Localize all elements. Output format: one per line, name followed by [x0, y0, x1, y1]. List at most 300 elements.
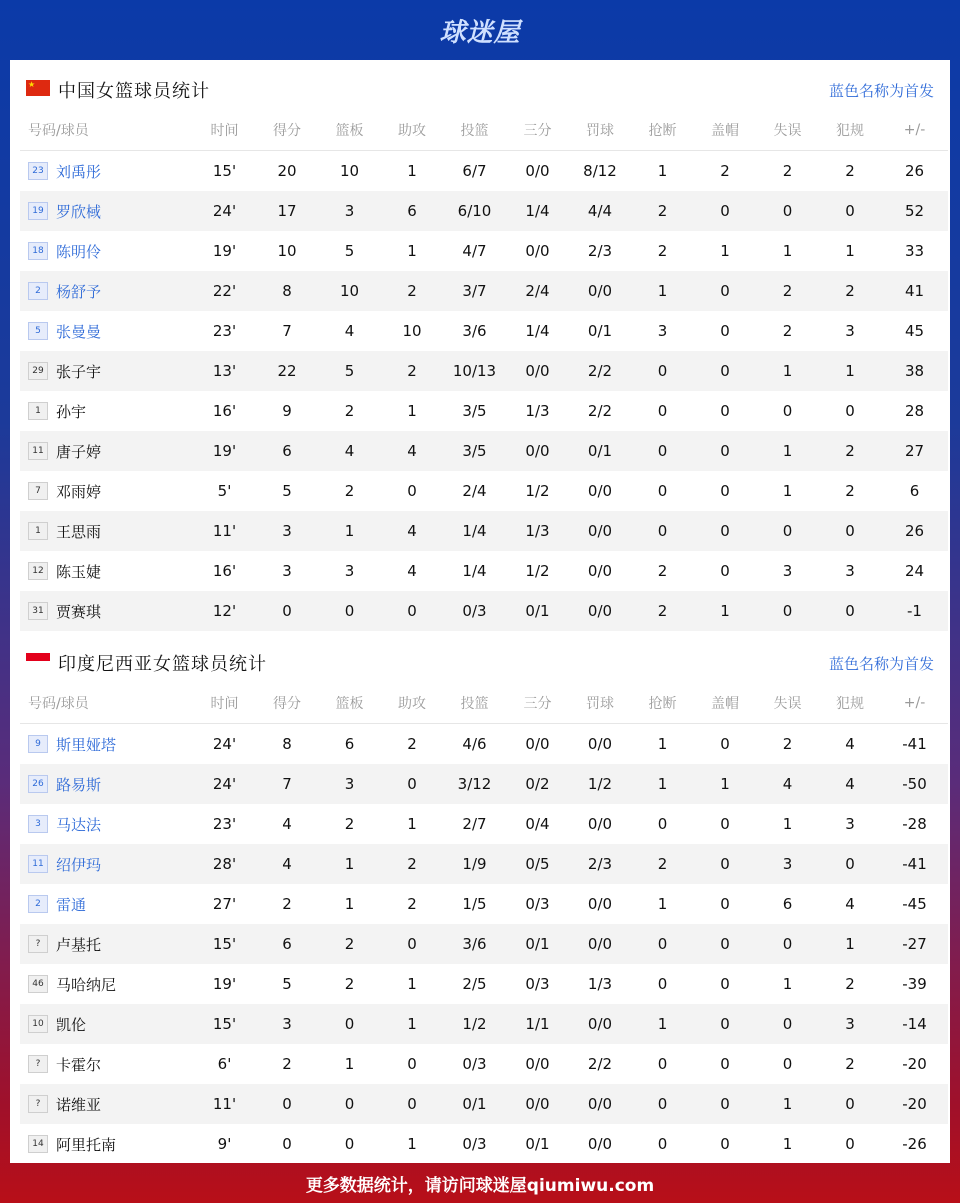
- stat-fg: 1/9: [443, 844, 506, 884]
- stat-ft: 0/0: [569, 591, 631, 631]
- stat-time: 12': [193, 591, 256, 631]
- player-row[interactable]: [20, 271, 948, 311]
- stat-points: 0: [256, 1084, 318, 1124]
- player-row[interactable]: [20, 724, 948, 765]
- stat-points: 2: [282, 1055, 292, 1073]
- player-name: 贾赛琪: [56, 602, 102, 621]
- stat-steals: 2: [631, 844, 694, 884]
- player-name: 王思雨: [56, 522, 102, 541]
- column-header-turnovers: 失误: [756, 110, 819, 151]
- stat-fouls: 2: [845, 162, 855, 180]
- stat-fg: 10/13: [443, 351, 506, 391]
- stat-time: 13': [193, 351, 256, 391]
- stat-steals: 1: [657, 162, 668, 180]
- stat-time: 16': [212, 402, 237, 420]
- player-name: 孙宇: [56, 402, 87, 421]
- jersey-number-badge: ?: [28, 1095, 48, 1113]
- stat-three-pt: 0/0: [506, 1084, 569, 1124]
- player-row[interactable]: [20, 191, 948, 231]
- stat-ft: 0/0: [587, 562, 613, 580]
- player-cell: [20, 271, 193, 311]
- player-name: 陈玉婕: [56, 562, 102, 581]
- player-cell: [20, 551, 193, 591]
- stat-three-pt: 0/4: [525, 815, 550, 833]
- player-cell: [20, 924, 193, 964]
- stat-fouls: 0: [845, 402, 855, 420]
- stat-rebounds: 5: [318, 351, 381, 391]
- stat-plus-minus: -50: [881, 764, 948, 804]
- stat-rebounds: 0: [318, 1084, 381, 1124]
- stat-fg: 3/7: [443, 271, 506, 311]
- stat-turnovers: 2: [782, 322, 793, 340]
- stat-assists: 10: [402, 322, 422, 340]
- player-cell: [20, 511, 193, 551]
- column-header-player: 号码/球员: [20, 110, 193, 151]
- stat-steals: 2: [657, 242, 668, 260]
- stat-time: 22': [193, 271, 256, 311]
- stat-fg: 2/4: [462, 482, 487, 500]
- stat-fouls: 4: [845, 735, 855, 753]
- player-row[interactable]: [20, 391, 948, 431]
- player-row[interactable]: [20, 351, 948, 391]
- player-name: 卢基托: [56, 935, 102, 954]
- stat-plus-minus: -20: [881, 1084, 948, 1124]
- stat-assists: 0: [381, 1084, 443, 1124]
- stat-blocks: 0: [694, 1004, 756, 1044]
- stat-plus-minus: -1: [881, 591, 948, 631]
- jersey-number-badge: 11: [28, 855, 48, 873]
- stat-fouls: 1: [819, 924, 881, 964]
- column-header-blocks: 盖帽: [694, 683, 756, 724]
- player-row[interactable]: [20, 431, 948, 471]
- stat-assists: 0: [381, 764, 443, 804]
- stat-points: 3: [282, 562, 292, 580]
- stat-turnovers: 0: [782, 402, 793, 420]
- stat-three-pt: 1/4: [506, 191, 569, 231]
- jersey-number-badge: 3: [28, 815, 48, 833]
- stat-ft: 0/0: [587, 895, 613, 913]
- stat-assists: 2: [381, 351, 443, 391]
- stat-turnovers: 3: [756, 844, 819, 884]
- stat-turnovers: 1: [782, 482, 793, 500]
- stat-rebounds: 4: [344, 322, 355, 340]
- stat-turnovers: 0: [756, 511, 819, 551]
- player-cell: [20, 391, 193, 431]
- stat-three-pt: 0/0: [525, 162, 550, 180]
- table-header-row: [20, 683, 948, 724]
- stat-three-pt: 0/3: [525, 895, 550, 913]
- stat-three-pt: 0/0: [525, 735, 550, 753]
- jersey-number-badge: 46: [28, 975, 48, 993]
- jersey-number-badge: 9: [28, 735, 48, 753]
- stat-turnovers: 1: [756, 1084, 819, 1124]
- stat-blocks: 0: [720, 895, 730, 913]
- stat-turnovers: 4: [756, 764, 819, 804]
- stat-assists: 1: [407, 162, 417, 180]
- stat-ft: 4/4: [569, 191, 631, 231]
- stat-points: 2: [282, 895, 292, 913]
- stat-points: 8: [282, 735, 292, 753]
- stat-steals: 1: [631, 764, 694, 804]
- stat-points: 6: [256, 924, 318, 964]
- stat-fg: 0/3: [443, 591, 506, 631]
- player-name: 张曼曼: [56, 322, 102, 341]
- stat-fg: 1/4: [462, 562, 487, 580]
- top-brand-bar: [0, 0, 960, 60]
- stat-blocks: 0: [694, 511, 756, 551]
- stat-assists: 1: [381, 1004, 443, 1044]
- jersey-number-badge: 7: [28, 482, 48, 500]
- player-row[interactable]: [20, 551, 948, 591]
- stat-steals: 1: [631, 271, 694, 311]
- player-cell: [20, 884, 193, 924]
- column-header-ft: 罚球: [569, 110, 631, 151]
- stat-fouls: 0: [819, 191, 881, 231]
- stat-rebounds: 4: [318, 431, 381, 471]
- stat-points: 7: [256, 764, 318, 804]
- player-row[interactable]: [20, 844, 948, 884]
- stat-ft: 8/12: [583, 162, 617, 180]
- jersey-number-badge: 1: [28, 402, 48, 420]
- player-name: 杨舒予: [56, 282, 102, 301]
- column-header-rebounds: 篮板: [318, 683, 381, 724]
- stat-time: 15': [193, 924, 256, 964]
- stat-rebounds: 10: [339, 162, 360, 180]
- jersey-number-badge: 11: [28, 442, 48, 460]
- stat-steals: 0: [631, 511, 694, 551]
- stat-plus-minus: -28: [902, 815, 927, 833]
- stat-plus-minus: 26: [881, 511, 948, 551]
- china-flag-icon: ★: [26, 80, 50, 96]
- player-row[interactable]: [20, 511, 948, 551]
- player-row[interactable]: [20, 1044, 948, 1084]
- stat-steals: 0: [631, 431, 694, 471]
- player-name: 唐子婷: [56, 442, 102, 461]
- starter-legend-note: 蓝色名称为首发: [828, 82, 934, 100]
- stat-time: 24': [193, 191, 256, 231]
- player-cell: [20, 724, 193, 765]
- stat-three-pt: 0/2: [506, 764, 569, 804]
- stat-three-pt: 0/0: [525, 242, 550, 260]
- stat-time: 28': [193, 844, 256, 884]
- player-row[interactable]: [20, 884, 948, 924]
- stat-time: 19': [212, 242, 237, 260]
- player-cell: [20, 151, 193, 192]
- player-row[interactable]: [20, 231, 948, 271]
- stat-plus-minus: 45: [904, 322, 925, 340]
- stat-points: 17: [256, 191, 318, 231]
- stat-fg: 1/5: [462, 895, 487, 913]
- player-row[interactable]: [20, 151, 948, 192]
- stat-rebounds: 3: [344, 562, 355, 580]
- stat-rebounds: 0: [318, 591, 381, 631]
- stat-assists: 4: [381, 511, 443, 551]
- column-header-plus-minus: +/-: [881, 683, 948, 724]
- stat-ft: 0/1: [587, 322, 613, 340]
- stat-plus-minus: 26: [904, 162, 925, 180]
- footer-promo: 更多数据统计，请访问球迷屋qiumiwu.com: [305, 1175, 655, 1196]
- player-cell: [20, 431, 193, 471]
- player-cell: [20, 804, 193, 844]
- stat-fouls: 0: [819, 1084, 881, 1124]
- team-stats-table: [20, 683, 948, 1164]
- stat-fg: 3/12: [443, 764, 506, 804]
- column-header-steals: 抢断: [631, 110, 694, 151]
- stat-ft: 2/2: [587, 1055, 613, 1073]
- stat-blocks: 1: [694, 591, 756, 631]
- jersey-number-badge: 1: [28, 522, 48, 540]
- stat-steals: 0: [657, 815, 668, 833]
- stat-fg: 6/7: [462, 162, 487, 180]
- column-header-blocks: 盖帽: [694, 110, 756, 151]
- stat-time: 11': [193, 511, 256, 551]
- player-name: 罗欣棫: [56, 202, 102, 221]
- player-row[interactable]: [20, 964, 948, 1004]
- stat-fg: 4/7: [462, 242, 487, 260]
- stat-fg: 3/6: [462, 322, 487, 340]
- stat-fg: 0/3: [462, 1055, 487, 1073]
- stat-three-pt: 0/0: [525, 1055, 550, 1073]
- player-name: 张子宇: [56, 362, 102, 381]
- column-header-steals: 抢断: [631, 683, 694, 724]
- stat-points: 9: [282, 402, 292, 420]
- stat-ft: 2/2: [587, 402, 613, 420]
- stat-assists: 0: [407, 482, 417, 500]
- stat-turnovers: 1: [782, 815, 793, 833]
- stat-turnovers: 1: [782, 242, 793, 260]
- stat-blocks: 0: [720, 402, 730, 420]
- stat-rebounds: 0: [344, 1135, 355, 1153]
- stat-fouls: 3: [845, 815, 855, 833]
- stat-fg: 2/7: [462, 815, 487, 833]
- stat-time: 19': [212, 975, 237, 993]
- stat-fouls: 2: [819, 431, 881, 471]
- stat-time: 23': [212, 815, 237, 833]
- stat-time: 15': [193, 1004, 256, 1044]
- stat-turnovers: 3: [782, 562, 793, 580]
- jersey-number-badge: 18: [28, 242, 48, 260]
- stat-assists: 2: [407, 735, 417, 753]
- stat-fouls: 4: [845, 895, 855, 913]
- player-cell: [20, 764, 193, 804]
- stat-blocks: 0: [720, 482, 730, 500]
- player-row[interactable]: [20, 924, 948, 964]
- player-row[interactable]: [20, 591, 948, 631]
- player-cell: [20, 591, 193, 631]
- stat-points: 10: [277, 242, 297, 260]
- stat-time: 16': [212, 562, 237, 580]
- player-row[interactable]: [20, 1124, 948, 1164]
- jersey-number-badge: 12: [28, 562, 48, 580]
- stat-turnovers: 0: [756, 591, 819, 631]
- jersey-number-badge: 29: [28, 362, 48, 380]
- stat-points: 5: [282, 975, 292, 993]
- team-title: 中国女篮球员统计: [58, 81, 210, 102]
- stat-steals: 0: [631, 924, 694, 964]
- indonesia-flag-icon: [26, 653, 50, 669]
- player-row[interactable]: [20, 1004, 948, 1044]
- stat-rebounds: 2: [318, 924, 381, 964]
- stat-blocks: 1: [720, 242, 730, 260]
- stat-assists: 1: [407, 402, 417, 420]
- stat-fouls: 1: [819, 351, 881, 391]
- stat-turnovers: 0: [756, 1004, 819, 1044]
- player-cell: [20, 351, 193, 391]
- stat-plus-minus: 38: [881, 351, 948, 391]
- stat-fouls: 3: [819, 1004, 881, 1044]
- stat-fouls: 2: [819, 271, 881, 311]
- stat-turnovers: 0: [756, 924, 819, 964]
- stat-points: 7: [282, 322, 292, 340]
- player-cell: [20, 1044, 193, 1084]
- jersey-number-badge: 23: [28, 162, 48, 180]
- stat-turnovers: 0: [782, 1055, 793, 1073]
- jersey-number-badge: 5: [28, 322, 48, 340]
- player-cell: [20, 191, 193, 231]
- stat-ft: 2/2: [569, 351, 631, 391]
- stat-fouls: 0: [819, 591, 881, 631]
- stat-plus-minus: -39: [902, 975, 927, 993]
- stat-three-pt: 0/1: [525, 1135, 550, 1153]
- stat-time: 19': [193, 431, 256, 471]
- stat-ft: 0/0: [587, 815, 613, 833]
- stat-ft: 1/2: [569, 764, 631, 804]
- stat-blocks: 2: [720, 162, 730, 180]
- stat-fouls: 0: [845, 1135, 855, 1153]
- stat-points: 0: [282, 1135, 292, 1153]
- stat-fouls: 2: [845, 975, 855, 993]
- stat-plus-minus: -14: [881, 1004, 948, 1044]
- jersey-number-badge: ?: [28, 935, 48, 953]
- player-row[interactable]: [20, 471, 948, 511]
- stat-time: 27': [212, 895, 237, 913]
- stat-three-pt: 0/0: [506, 351, 569, 391]
- stat-fouls: 2: [845, 482, 855, 500]
- jersey-number-badge: 2: [28, 282, 48, 300]
- player-row[interactable]: [20, 804, 948, 844]
- stat-points: 0: [256, 591, 318, 631]
- stat-rebounds: 1: [318, 844, 381, 884]
- stat-points: 20: [277, 162, 297, 180]
- stat-plus-minus: 41: [881, 271, 948, 311]
- stat-assists: 1: [407, 815, 417, 833]
- stat-blocks: 0: [720, 322, 730, 340]
- column-header-three-pt: 三分: [506, 683, 569, 724]
- player-cell: [20, 1124, 193, 1164]
- stat-three-pt: 0/3: [525, 975, 550, 993]
- team-title: 印度尼西亚女篮球员统计: [58, 654, 267, 675]
- stat-fg: 3/6: [443, 924, 506, 964]
- stat-rebounds: 1: [344, 1055, 355, 1073]
- player-cell: [20, 311, 193, 351]
- stat-plus-minus: -41: [881, 844, 948, 884]
- stat-assists: 0: [381, 924, 443, 964]
- stat-assists: 1: [407, 1135, 417, 1153]
- stat-ft: 0/1: [569, 431, 631, 471]
- stat-blocks: 0: [694, 431, 756, 471]
- stat-blocks: 0: [720, 815, 730, 833]
- stat-rebounds: 3: [318, 764, 381, 804]
- stat-ft: 0/0: [569, 271, 631, 311]
- table-header-row: [20, 110, 948, 151]
- column-header-plus-minus: +/-: [881, 110, 948, 151]
- stat-ft: 0/0: [587, 1135, 613, 1153]
- column-header-points: 得分: [256, 683, 318, 724]
- stat-rebounds: 2: [344, 482, 355, 500]
- stat-steals: 0: [657, 975, 668, 993]
- stat-turnovers: 0: [756, 191, 819, 231]
- column-header-ft: 罚球: [569, 683, 631, 724]
- stat-three-pt: 1/1: [506, 1004, 569, 1044]
- stat-assists: 4: [407, 562, 417, 580]
- column-header-turnovers: 失误: [756, 683, 819, 724]
- player-cell: [20, 964, 193, 1004]
- stat-time: 11': [193, 1084, 256, 1124]
- stat-blocks: 0: [720, 975, 730, 993]
- stat-fg: 2/5: [462, 975, 487, 993]
- stat-three-pt: 1/3: [506, 511, 569, 551]
- player-name: 邓雨婷: [56, 482, 102, 501]
- stat-blocks: 1: [694, 764, 756, 804]
- stat-points: 5: [282, 482, 292, 500]
- stat-turnovers: 1: [782, 975, 793, 993]
- jersey-number-badge: 2: [28, 895, 48, 913]
- stat-points: 4: [256, 844, 318, 884]
- stat-turnovers: 1: [756, 351, 819, 391]
- stat-blocks: 0: [694, 271, 756, 311]
- stat-ft: 1/3: [587, 975, 613, 993]
- stat-three-pt: 1/3: [525, 402, 550, 420]
- stat-steals: 0: [631, 1084, 694, 1124]
- stat-points: 3: [256, 1004, 318, 1044]
- column-header-player: 号码/球员: [20, 683, 193, 724]
- column-header-fouls: 犯规: [819, 683, 881, 724]
- stat-points: 4: [282, 815, 292, 833]
- player-row[interactable]: [20, 764, 948, 804]
- column-header-time: 时间: [193, 110, 256, 151]
- stat-time: 9': [217, 1135, 232, 1153]
- player-name: 斯里娅塔: [56, 735, 117, 754]
- player-row[interactable]: [20, 1084, 948, 1124]
- stat-plus-minus: -27: [881, 924, 948, 964]
- player-name: 凯伦: [56, 1015, 87, 1034]
- column-header-time: 时间: [193, 683, 256, 724]
- column-header-assists: 助攻: [381, 110, 443, 151]
- player-cell: [20, 1004, 193, 1044]
- jersey-number-badge: 14: [28, 1135, 48, 1153]
- stat-ft: 0/0: [569, 511, 631, 551]
- stat-rebounds: 10: [318, 271, 381, 311]
- stat-three-pt: 1/2: [525, 482, 550, 500]
- stat-fouls: 3: [845, 322, 855, 340]
- stat-fg: 3/5: [443, 431, 506, 471]
- team-stats-table: [20, 110, 948, 631]
- jersey-number-badge: 19: [28, 202, 48, 220]
- player-name: 马哈纳尼: [56, 975, 117, 994]
- stat-plus-minus: 27: [881, 431, 948, 471]
- player-name: 卡霍尔: [56, 1055, 102, 1074]
- player-name: 阿里托南: [56, 1135, 117, 1154]
- stat-blocks: 0: [694, 191, 756, 231]
- stat-fouls: 3: [845, 562, 855, 580]
- stat-time: 5': [217, 482, 232, 500]
- stat-ft: 0/0: [569, 1004, 631, 1044]
- stat-fouls: 0: [819, 844, 881, 884]
- stat-ft: 0/0: [587, 482, 613, 500]
- player-row[interactable]: [20, 311, 948, 351]
- stat-plus-minus: 6: [909, 482, 920, 500]
- stat-points: 22: [256, 351, 318, 391]
